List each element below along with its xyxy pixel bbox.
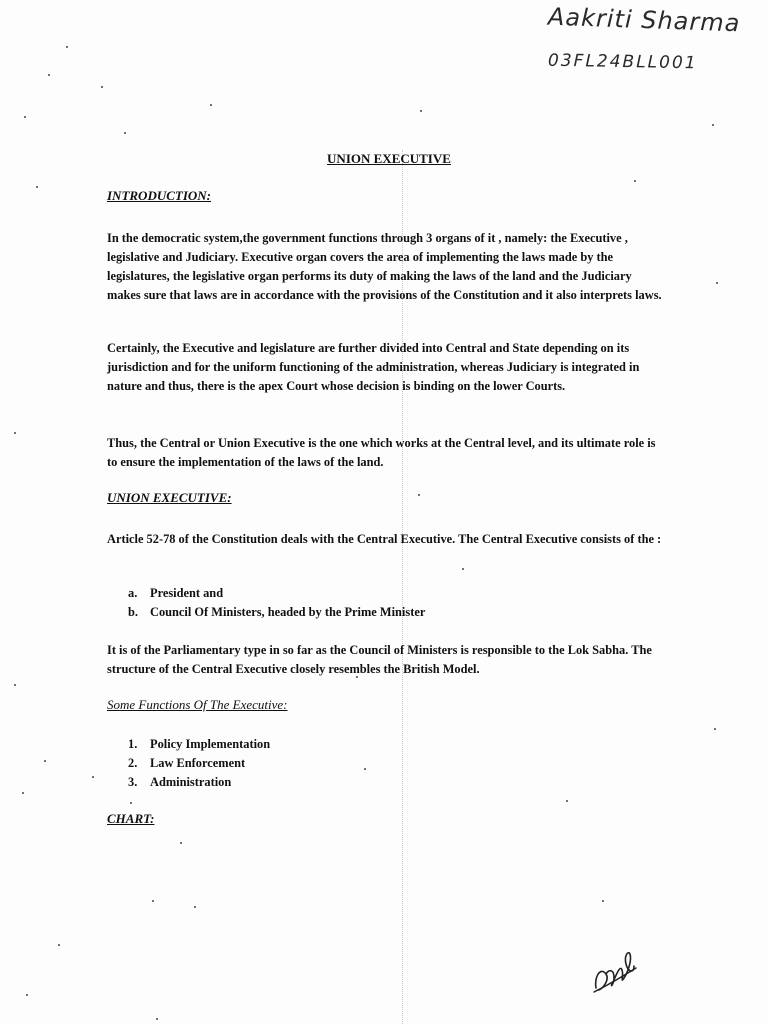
scan-speck bbox=[364, 768, 366, 770]
scan-speck bbox=[14, 684, 16, 686]
scan-speck bbox=[36, 186, 38, 188]
scan-speck bbox=[101, 86, 103, 88]
scan-speck bbox=[714, 728, 716, 730]
scan-speck bbox=[356, 676, 358, 678]
scan-speck bbox=[420, 110, 422, 112]
introduction-heading: INTRODUCTION: bbox=[107, 188, 211, 203]
list-item-text: Law Enforcement bbox=[150, 756, 246, 770]
list-item bbox=[128, 773, 270, 792]
functions-heading: Some Functions Of The Executive: bbox=[107, 697, 288, 712]
scan-speck bbox=[92, 776, 94, 778]
scan-speck bbox=[566, 800, 568, 802]
scan-speck bbox=[602, 900, 604, 902]
scan-speck bbox=[712, 124, 714, 126]
scan-speck bbox=[44, 760, 46, 762]
list-item-text: President and bbox=[150, 586, 224, 600]
executive-components-list bbox=[128, 584, 425, 622]
scan-speck bbox=[152, 900, 154, 902]
scan-speck bbox=[26, 994, 28, 996]
scan-speck bbox=[48, 74, 50, 76]
scan-speck bbox=[418, 494, 420, 496]
list-item-text: Administration bbox=[150, 775, 232, 789]
list-marker: 1. bbox=[128, 737, 138, 751]
list-marker: 3. bbox=[128, 775, 138, 789]
document-title-text: UNION EXECUTIVE bbox=[327, 151, 451, 166]
scan-speck bbox=[194, 906, 196, 908]
scan-speck bbox=[14, 432, 16, 434]
scan-speck bbox=[716, 282, 718, 284]
list-marker: b. bbox=[128, 605, 138, 619]
union-executive-intro: Article 52-78 of the Constitution deals with the Central Executive. The Central Executive consists of the : bbox=[107, 532, 662, 546]
chart-heading: CHART: bbox=[107, 811, 155, 826]
scan-speck bbox=[462, 568, 464, 570]
list-item bbox=[128, 754, 270, 773]
handwritten-name: Aakriti Sharma bbox=[547, 2, 741, 38]
scan-speck bbox=[180, 842, 182, 844]
list-marker: 2. bbox=[128, 756, 138, 770]
list-item-text: Council Of Ministers, headed by the Prime Minister bbox=[150, 605, 426, 619]
scan-speck bbox=[58, 944, 60, 946]
list-item bbox=[128, 584, 425, 603]
document-title bbox=[0, 151, 768, 167]
scan-speck bbox=[22, 792, 24, 794]
scan-speck bbox=[156, 1018, 158, 1020]
scan-speck bbox=[634, 180, 636, 182]
scan-speck bbox=[124, 132, 126, 134]
handwritten-roll-number: 03FL24BLL001 bbox=[547, 50, 698, 74]
list-item-text: Policy Implementation bbox=[150, 737, 271, 751]
signature-initials bbox=[590, 944, 638, 996]
intro-paragraph-2: Certainly, the Executive and legislature are further divided into Central and State depending on its jurisdiction and for the uniform functioning of the administration, whereas Judiciary is integrated in nature and thus, there is the apex Court whose decision is binding on the lower Courts. bbox=[107, 341, 640, 393]
functions-list bbox=[128, 735, 270, 792]
list-marker: a. bbox=[128, 586, 138, 600]
list-item bbox=[128, 603, 425, 622]
list-item bbox=[128, 735, 270, 754]
union-executive-heading: UNION EXECUTIVE: bbox=[107, 490, 232, 505]
intro-paragraph-3: Thus, the Central or Union Executive is the one which works at the Central level, and its ultimate role is to ensure the implementation of the laws of the land. bbox=[107, 436, 656, 469]
intro-paragraph-1: In the democratic system,the government functions through 3 organs of it , namely: the Executive , legislative and Judiciary. Executive organ covers the area of implementing the laws made by the legislatures, the legislative organ performs its duty of making the laws of the land and the Judiciary makes sure that laws are in accordance with the provisions of the Constitution and it also interprets laws. bbox=[107, 231, 662, 302]
scan-speck bbox=[210, 104, 212, 106]
scan-speck bbox=[130, 802, 132, 804]
union-executive-closing: It is of the Parliamentary type in so far as the Council of Ministers is responsible to the Lok Sabha. The structure of the Central Executive closely resembles the British Model. bbox=[107, 643, 652, 676]
scan-speck bbox=[24, 116, 26, 118]
scan-speck bbox=[66, 46, 68, 48]
